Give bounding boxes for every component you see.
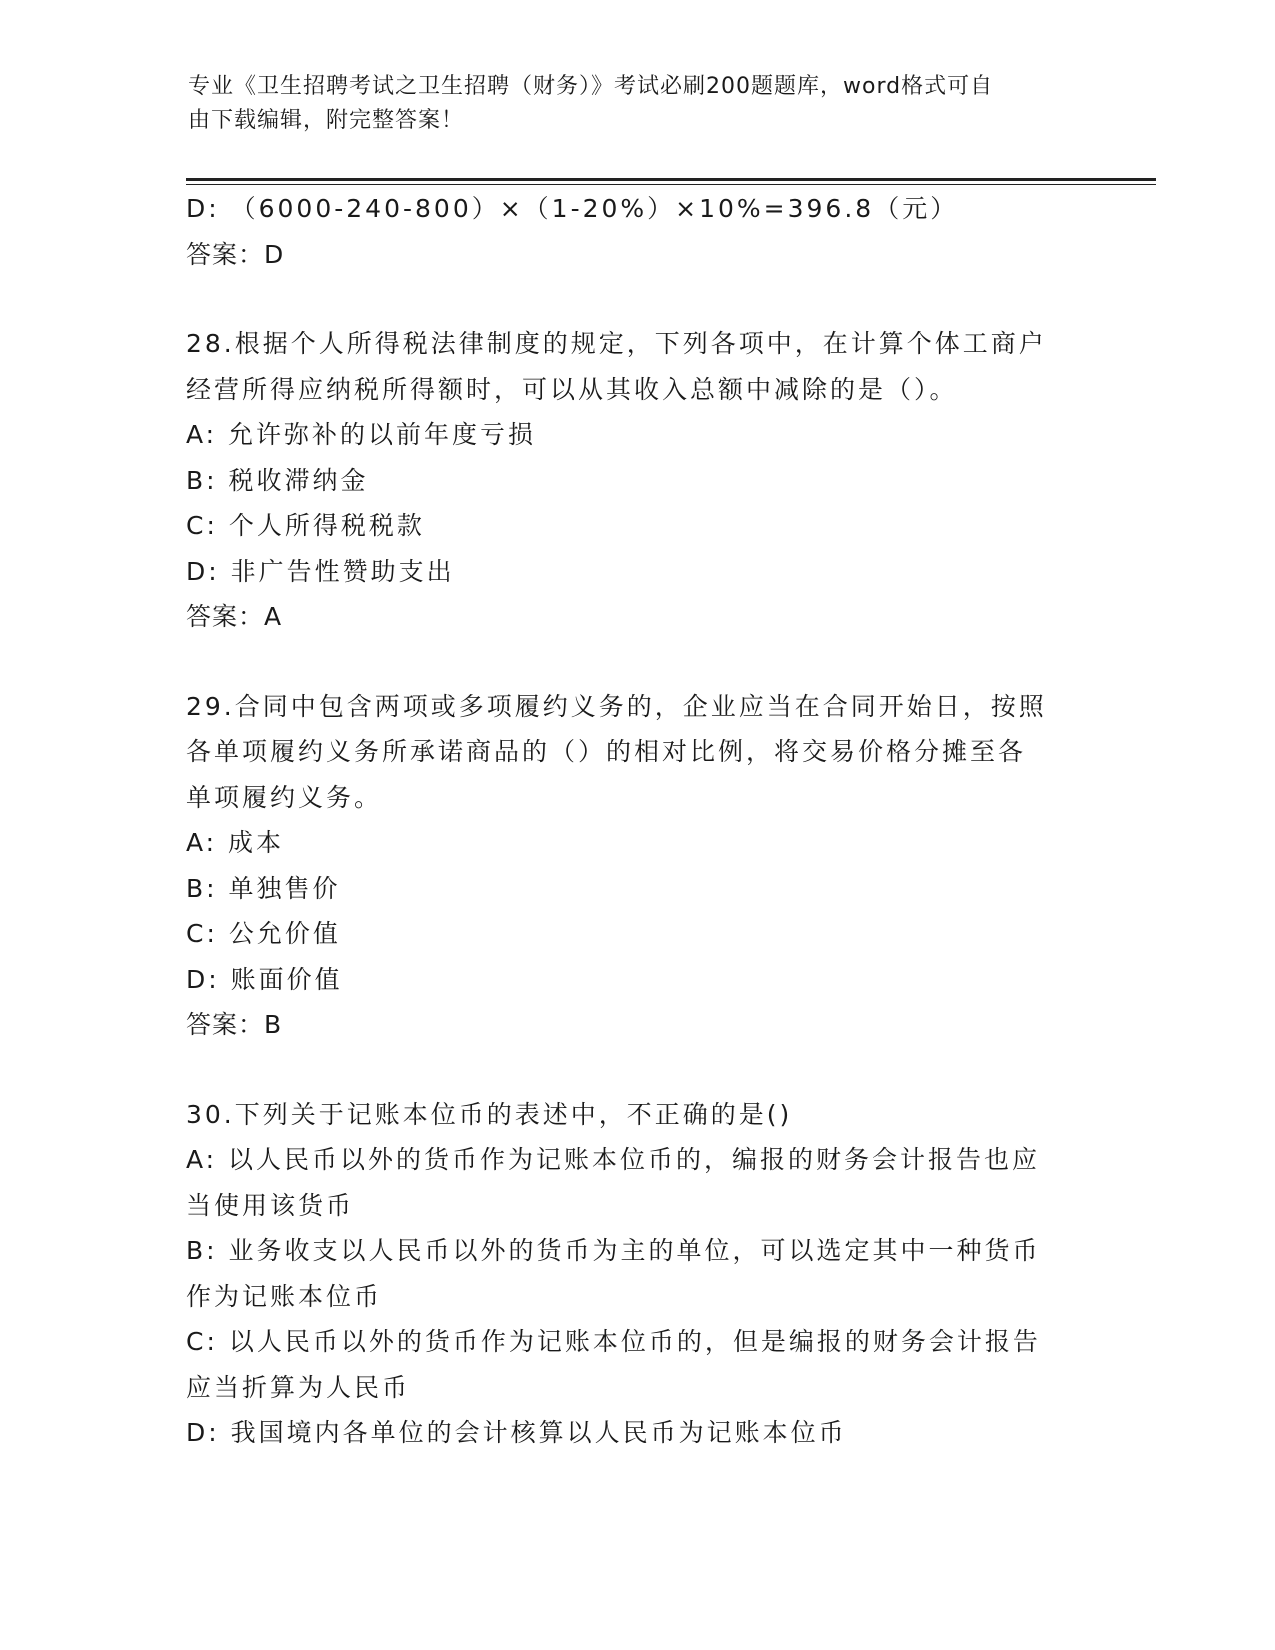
page-header [188, 70, 1088, 138]
option-d: D: （6000-240-800）×（1-20%）×10%=396.8（元） [186, 194, 959, 223]
question-stem: 各单项履约义务所承诺商品的（）的相对比例，将交易价格分摊至各 [186, 737, 1027, 766]
option-b: B: 单独售价 [186, 873, 341, 903]
option-a-continued: 当使用该货币 [186, 1190, 355, 1220]
question-stem: 28.根据个人所得税法律制度的规定，下列各项中，在计算个体工商户 [186, 329, 1047, 358]
option-d: D: 非广告性赞助支出 [186, 556, 455, 586]
question-block-29 [186, 684, 1086, 1048]
answer-line: 答案：D [186, 239, 285, 269]
option-b: B: 税收滞纳金 [186, 465, 369, 495]
header-line-2: 由下载编辑，附完整答案！ [188, 108, 465, 133]
question-block-prev [186, 186, 1086, 277]
option-b: B: 业务收支以人民币以外的货币为主的单位，可以选定其中一种货币 [186, 1236, 1041, 1265]
option-c: C: 公允价值 [186, 919, 341, 948]
option-c: C: 以人民币以外的货币作为记账本位币的，但是编报的财务会计报告 [186, 1327, 1041, 1356]
option-d: D: 我国境内各单位的会计核算以人民币为记账本位币 [186, 1418, 847, 1447]
answer-line: 答案：B [186, 1010, 283, 1039]
question-stem: 30.下列关于记账本位币的表述中，不正确的是() [186, 1099, 793, 1129]
spacer [186, 1048, 1086, 1092]
spacer [186, 277, 1086, 321]
answer-line: 答案：A [186, 602, 283, 631]
option-a: A: 以人民币以外的货币作为记账本位币的，编报的财务会计报告也应 [186, 1145, 1041, 1174]
spacer [186, 640, 1086, 684]
header-divider-thick [186, 178, 1156, 181]
option-b-continued: 作为记账本位币 [186, 1281, 383, 1311]
option-c-continued: 应当折算为人民币 [186, 1372, 411, 1402]
question-list [186, 186, 1086, 1456]
header-divider-thin [186, 184, 1156, 185]
question-block-28 [186, 321, 1086, 640]
header-line-1: 专业《卫生招聘考试之卫生招聘（财务）》考试必刷200题题库，word格式可自 [188, 74, 994, 99]
option-d: D: 账面价值 [186, 964, 343, 994]
question-stem: 单项履约义务。 [186, 782, 383, 812]
question-block-30 [186, 1092, 1086, 1456]
question-stem: 经营所得应纳税所得额时，可以从其收入总额中减除的是（）。 [186, 374, 958, 404]
question-stem: 29.合同中包含两项或多项履约义务的，企业应当在合同开始日，按照 [186, 691, 1047, 721]
option-a: A: 成本 [186, 828, 285, 857]
option-c: C: 个人所得税税款 [186, 511, 425, 540]
option-a: A: 允许弥补的以前年度亏损 [186, 420, 537, 449]
